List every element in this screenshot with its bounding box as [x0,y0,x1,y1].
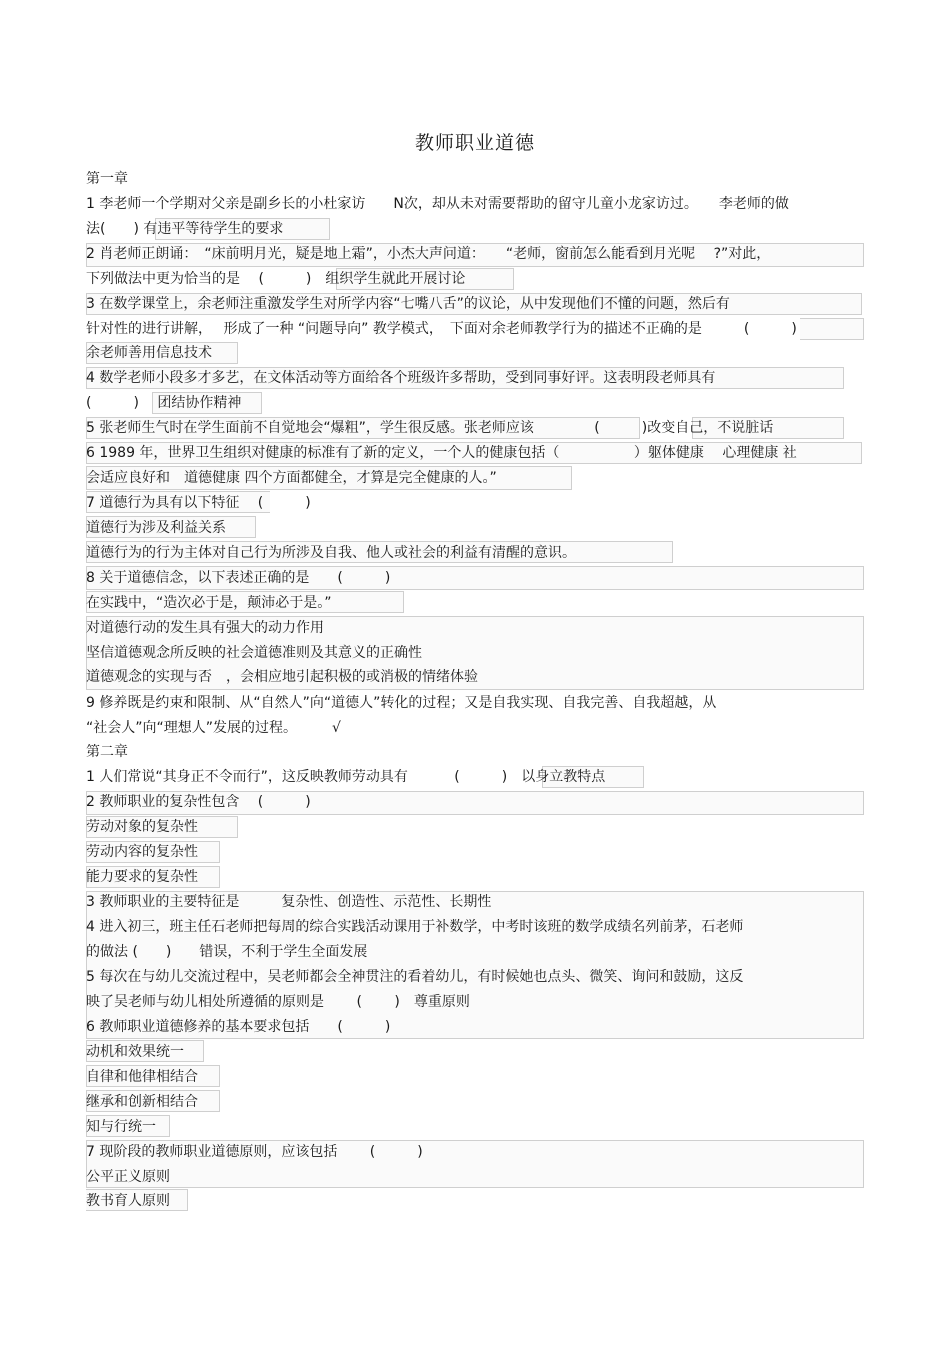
answer-line: 自律和他律相结合 [86,1069,198,1085]
question-line: 4 数学老师小段多才多艺，在文体活动等方面给各个班级许多帮助，受到同事好评。这表明段老师具有 [86,370,716,386]
question-line: 1 人们常说“其身正不令而行”，这反映教师劳动具有 ( ) 以身立教特点 [86,769,606,785]
answer-line: 公平正义原则 [86,1169,170,1185]
question-line: ( ) 团结协作精神 [86,395,242,411]
question-line: 映了吴老师与幼儿相处所遵循的原则是 ( ) 尊重原则 [86,994,470,1010]
question-line: 5 每次在与幼儿交流过程中，吴老师都会全神贯注的看着幼儿，有时候她也点头、微笑、询问和鼓励，这反 [86,969,744,985]
answer-line: 劳动对象的复杂性 [86,819,198,835]
question-line: 下列做法中更为恰当的是 ( ) 组织学生就此开展讨论 [86,271,466,287]
question-line: 法( ) 有违平等待学生的要求 [86,221,284,237]
question-line: 会适应良好和 道德健康 四个方面都健全，才算是完全健康的人。” [86,470,497,486]
answer-line: 坚信道德观念所反映的社会道德准则及其意义的正确性 [86,645,422,661]
answer-line: 余老师善用信息技术 [86,345,212,361]
answer-line: 道德行为的行为主体对自己行为所涉及自我、他人或社会的利益有清醒的意识。 [86,545,576,561]
question-line: 5 张老师生气时在学生面前不自觉地会“爆粗”，学生很反感。张老师应该 ( )改变自己，不说脏话 [86,420,774,436]
answer-line: 教书育人原则 [86,1193,170,1209]
question-line: 的做法 ( ) 错误，不利于学生全面发展 [86,944,368,960]
question-line: 4 进入初三，班主任石老师把每周的综合实践活动课用于补数学，中考时该班的数学成绩名列前茅，石老师 [86,919,744,935]
question-line: 6 1989 年，世界卫生组织对健康的标准有了新的定义，一个人的健康包括（ ）躯体健康 心理健康 社 [86,445,797,461]
answer-line: 能力要求的复杂性 [86,869,198,885]
question-line: 2 教师职业的复杂性包含 ( ) [86,794,311,810]
question-line: 针对性的进行讲解， 形成了一种 “问题导向” 教学模式， 下面对余老师教学行为的描述不正确的是 ( ) [86,321,797,337]
answer-line: 继承和创新相结合 [86,1094,198,1110]
answer-line: 知与行统一 [86,1119,156,1135]
answer-line: 对道德行动的发生具有强大的动力作用 [86,620,324,636]
question-line: 7 道德行为具有以下特征 ( ) [86,495,311,511]
question-line: 8 关于道德信念，以下表述正确的是 ( ) [86,570,391,586]
question-line: 3 教师职业的主要特征是 复杂性、创造性、示范性、长期性 [86,894,492,910]
chapter-heading: 第二章 [86,744,128,760]
question-line: 9 修养既是约束和限制、从“自然人”向“道德人”转化的过程；又是自我实现、自我完善、自我超越，从 [86,695,717,711]
question-line: 6 教师职业道德修养的基本要求包括 ( ) [86,1019,391,1035]
document-title: 教师职业道德 [414,132,535,154]
question-line: 3 在数学课堂上，余老师注重激发学生对所学内容“七嘴八舌”的议论，从中发现他们不懂的问题，然后有 [86,296,730,312]
answer-line: 动机和效果统一 [86,1044,184,1060]
question-box [800,318,864,340]
question-line: 7 现阶段的教师职业道德原则，应该包括 ( ) [86,1144,423,1160]
answer-line: 劳动内容的复杂性 [86,844,198,860]
question-line: 1 李老师一个学期对父亲是副乡长的小杜家访 N次，却从未对需要帮助的留守儿童小龙家访过。 李老师的做 [86,196,789,212]
question-line: “社会人”向“理想人”发展的过程。 √ [86,720,341,736]
answer-line: 道德观念的实现与否 ，会相应地引起积极的或消极的情绪体验 [86,669,478,685]
question-line: 2 肖老师正朗诵： “床前明月光，疑是地上霜”，小杰大声问道： “老师，窗前怎么能看到月光呢 ?”对此， [86,246,771,262]
answer-line: 道德行为涉及利益关系 [86,520,226,536]
answer-line: 在实践中，“造次必于是，颠沛必于是。” [86,595,332,611]
chapter-heading: 第一章 [86,171,128,187]
